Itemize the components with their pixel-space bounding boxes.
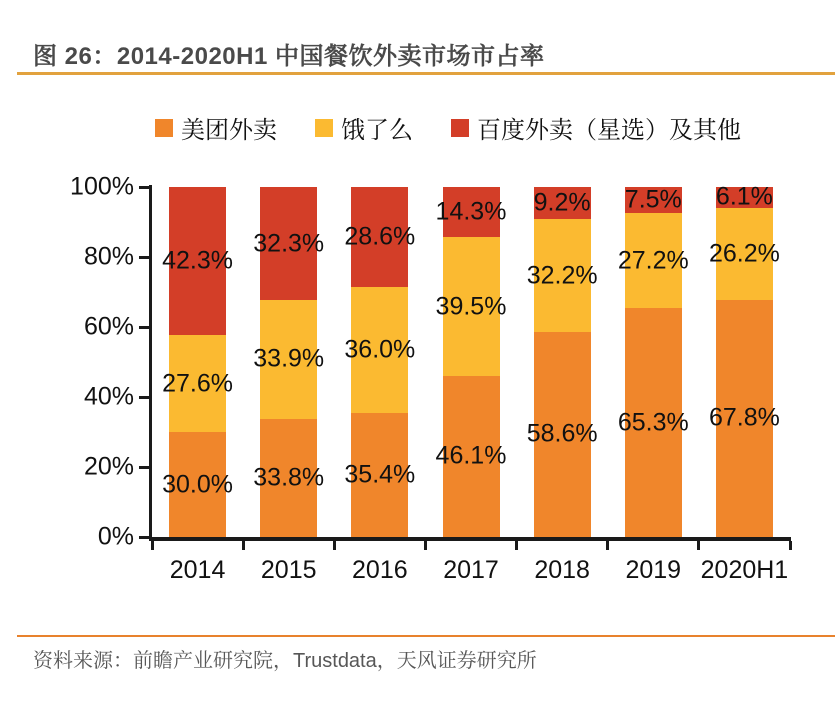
bar-value-label: 27.6% — [162, 369, 234, 398]
bar-value-label: 7.5% — [624, 185, 682, 214]
y-axis-label: 100% — [70, 172, 134, 201]
footer-divider — [17, 635, 835, 637]
bar-value-label: 36.0% — [344, 335, 416, 364]
bar-value-label: 33.8% — [253, 463, 325, 492]
bar-value-label: 27.2% — [617, 246, 689, 275]
bar-value-label: 65.3% — [617, 408, 689, 437]
figure-title: 图 26：2014-2020H1 中国餐饮外卖市场市占率 — [33, 43, 545, 70]
y-axis-label: 60% — [83, 312, 134, 341]
bar-value-label: 39.5% — [435, 292, 507, 321]
legend-label: 饿了么 — [341, 117, 413, 144]
x-axis-line — [149, 537, 791, 541]
x-axis-tick — [606, 541, 609, 550]
bar-value-label: 14.3% — [435, 197, 507, 226]
bar-value-label: 28.6% — [344, 222, 416, 251]
x-axis-tick — [333, 541, 336, 550]
x-axis-tick — [242, 541, 245, 550]
x-axis-label: 2014 — [169, 556, 226, 584]
y-axis-label: 0% — [97, 522, 134, 551]
legend-label: 美团外卖 — [181, 117, 277, 144]
bar-value-label: 67.8% — [708, 403, 780, 432]
x-axis-label: 2016 — [352, 556, 408, 584]
source-note: 资料来源：前瞻产业研究院，Trustdata，天风证券研究所 — [33, 650, 537, 672]
bar-value-label: 35.4% — [344, 460, 416, 489]
x-axis-label: 2017 — [443, 556, 499, 584]
bar-value-label: 30.0% — [162, 470, 234, 498]
x-axis-tick — [697, 541, 700, 550]
x-axis-label: 2018 — [534, 556, 590, 584]
x-axis-label: 2015 — [260, 556, 317, 584]
y-axis-line — [149, 185, 152, 541]
y-axis-label: 20% — [83, 452, 134, 481]
bar-value-label: 42.3% — [162, 246, 234, 275]
bar-value-label: 26.2% — [708, 239, 780, 268]
x-axis-tick — [789, 541, 792, 550]
x-axis-tick — [424, 541, 427, 550]
bar-value-label: 58.6% — [526, 419, 598, 448]
x-axis-label: 2019 — [625, 556, 682, 584]
y-axis-label: 40% — [83, 382, 134, 411]
bar-value-label: 32.3% — [253, 229, 325, 258]
bar-value-label: 46.1% — [435, 441, 507, 470]
bar-value-label: 32.2% — [526, 261, 598, 290]
legend-label: 百度外卖（星选）及其他 — [477, 117, 741, 144]
y-axis-label: 80% — [83, 242, 134, 271]
x-axis-tick — [515, 541, 518, 550]
bar-value-label: 9.2% — [533, 188, 591, 217]
x-axis-label: 2020H1 — [700, 556, 789, 584]
bar-value-label: 33.9% — [253, 344, 325, 373]
bar-value-label: 6.1% — [715, 182, 773, 211]
x-axis-tick — [151, 541, 154, 550]
